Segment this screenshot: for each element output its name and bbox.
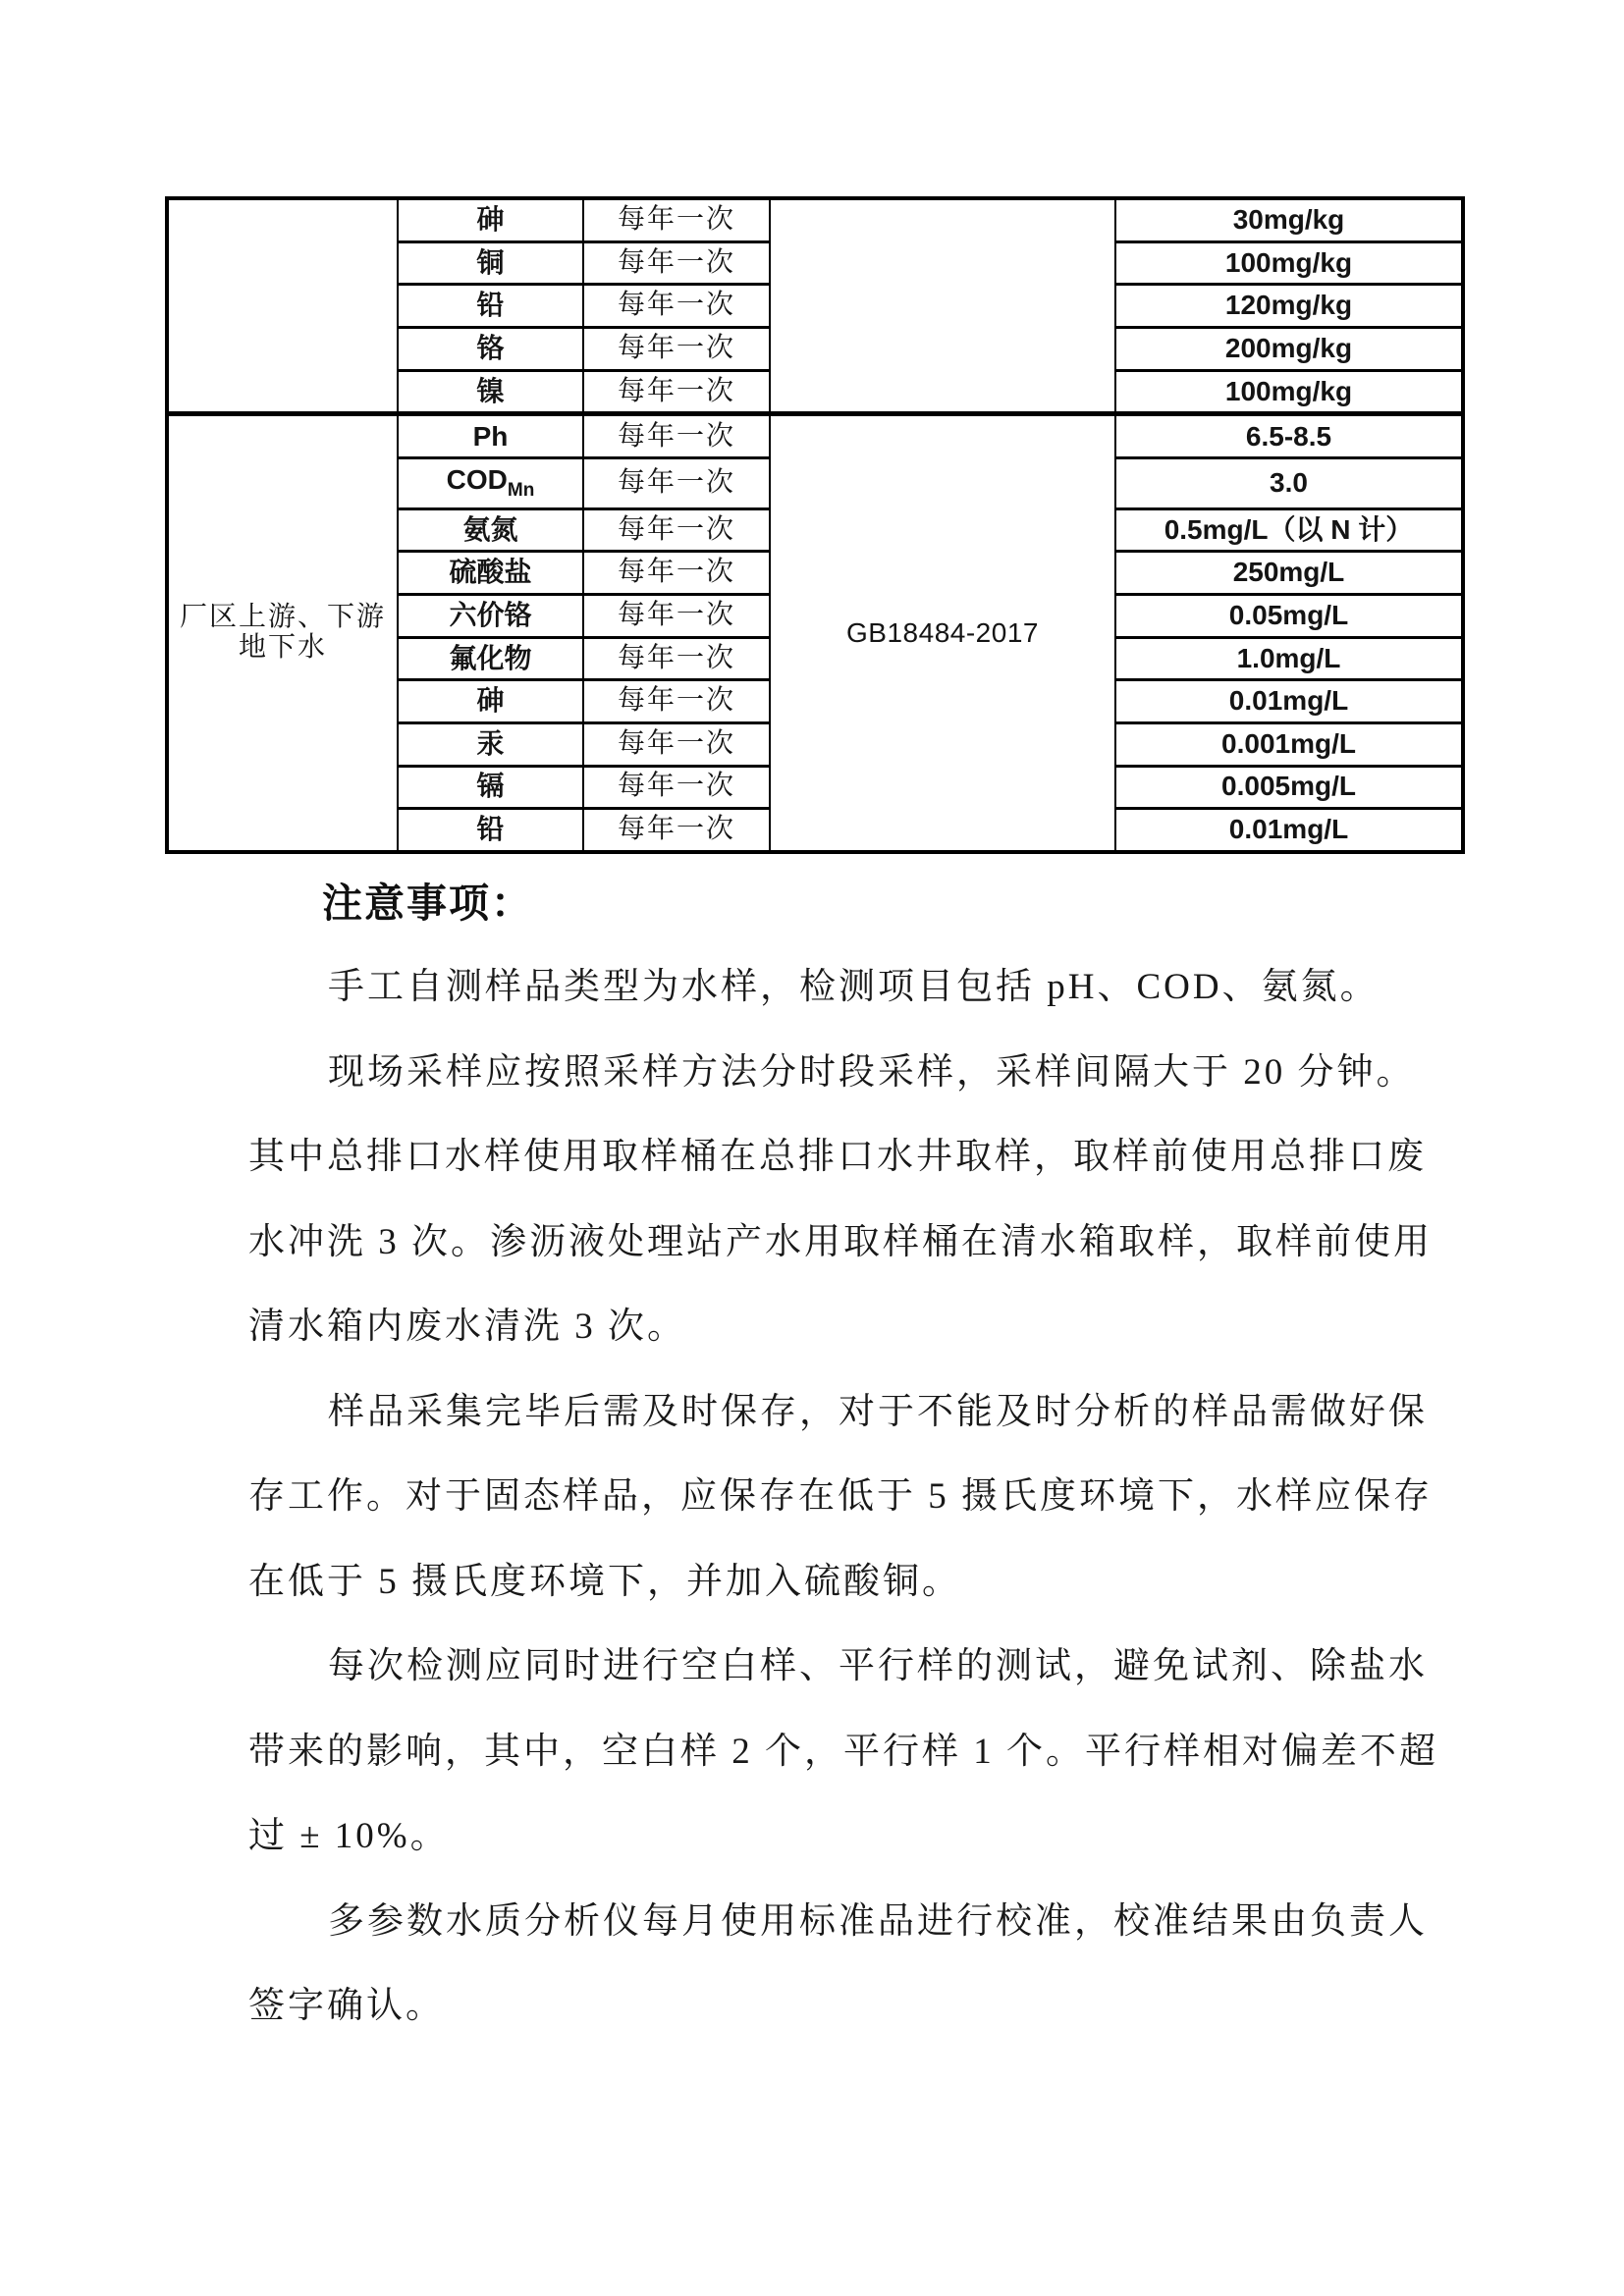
cell-item: 镉 — [398, 766, 583, 809]
note-line: 过 ± 10%。 — [248, 1816, 450, 1856]
cell-limit: 0.01mg/L — [1115, 809, 1463, 852]
cell-frequency: 每年一次 — [583, 241, 770, 285]
note-line: 存工作。对于固态样品，应保存在低于 5 摄氏度环境下，水样应保存 — [248, 1476, 1433, 1517]
cell-standard-empty — [770, 198, 1115, 414]
note-line: 手工自测样品类型为水样，检测项目包括 pH、COD、氨氮。 — [328, 967, 1380, 1007]
note-line: 每次检测应同时进行空白样、平行样的测试，避免试剂、除盐水 — [328, 1646, 1428, 1686]
cell-item: 铬 — [398, 327, 583, 370]
cell-frequency: 每年一次 — [583, 680, 770, 723]
cell-location-empty — [167, 198, 398, 414]
cell-standard: GB18484-2017 — [770, 414, 1115, 852]
cell-item: 镍 — [398, 370, 583, 414]
table-row — [167, 198, 1463, 241]
cell-frequency: 每年一次 — [583, 458, 770, 508]
note-line: 签字确认。 — [248, 1986, 445, 2026]
location-line-1: 厂区上游、下游 — [179, 602, 386, 633]
note-line: 多参数水质分析仪每月使用标准品进行校准，校准结果由负责人 — [328, 1900, 1428, 1942]
cell-limit: 250mg/L — [1115, 552, 1463, 595]
cell-frequency: 每年一次 — [583, 809, 770, 852]
note-line: 水冲洗 3 次。渗沥液处理站产水用取样桶在清水箱取样，取样前使用 — [248, 1221, 1433, 1262]
cell-item: 六价铬 — [398, 595, 583, 638]
cell-limit: 0.5mg/L（以 N 计） — [1115, 508, 1463, 552]
cell-frequency: 每年一次 — [583, 766, 770, 809]
note-line: 清水箱内废水清洗 3 次。 — [248, 1307, 686, 1347]
cell-location-groundwater — [167, 414, 398, 852]
cell-frequency: 每年一次 — [583, 552, 770, 595]
cell-item: 氨氮 — [398, 508, 583, 552]
cell-item: 铅 — [398, 285, 583, 328]
cell-frequency: 每年一次 — [583, 722, 770, 766]
cell-item: 砷 — [398, 198, 583, 241]
cell-item: 汞 — [398, 722, 583, 766]
cell-frequency: 每年一次 — [583, 327, 770, 370]
cell-frequency: 每年一次 — [583, 637, 770, 680]
cell-frequency: 每年一次 — [583, 595, 770, 638]
note-line: 在低于 5 摄氏度环境下，并加入硫酸铜。 — [248, 1561, 961, 1602]
cell-limit: 0.005mg/L — [1115, 766, 1463, 809]
cell-item: 铜 — [398, 241, 583, 285]
note-line: 样品采集完毕后需及时保存，对于不能及时分析的样品需做好保 — [328, 1391, 1428, 1432]
cell-limit: 100mg/kg — [1115, 241, 1463, 285]
cell-limit: 0.05mg/L — [1115, 595, 1463, 638]
cell-limit: 200mg/kg — [1115, 327, 1463, 370]
cell-frequency: 每年一次 — [583, 414, 770, 458]
note-line: 带来的影响，其中，空白样 2 个，平行样 1 个。平行样相对偏差不超 — [248, 1731, 1438, 1772]
notes-section — [248, 861, 1486, 2050]
cell-limit: 6.5-8.5 — [1115, 414, 1463, 458]
cell-limit: 0.001mg/L — [1115, 722, 1463, 766]
cell-frequency: 每年一次 — [583, 198, 770, 241]
cod-label: COD — [446, 464, 508, 496]
notes-heading: 注意事项： — [322, 881, 533, 926]
monitoring-table — [165, 196, 1465, 854]
cell-item: 铅 — [398, 809, 583, 852]
note-line: 其中总排口水样使用取样桶在总排口水井取样，取样前使用总排口废 — [248, 1137, 1427, 1177]
cell-limit: 3.0 — [1115, 458, 1463, 508]
table-row — [167, 414, 1463, 458]
note-line: 现场采样应按照采样方法分时段采样，采样间隔大于 20 分钟。 — [328, 1051, 1416, 1093]
cell-limit: 1.0mg/L — [1115, 637, 1463, 680]
cell-frequency: 每年一次 — [583, 508, 770, 552]
cell-limit: 30mg/kg — [1115, 198, 1463, 241]
cell-frequency: 每年一次 — [583, 370, 770, 414]
cell-item: 硫酸盐 — [398, 552, 583, 595]
cell-frequency: 每年一次 — [583, 285, 770, 328]
cell-item-cod-mn — [398, 458, 583, 508]
cell-item: Ph — [398, 414, 583, 458]
cod-subscript: Mn — [507, 480, 535, 502]
cell-limit: 100mg/kg — [1115, 370, 1463, 414]
cell-item: 氟化物 — [398, 637, 583, 680]
cell-limit: 120mg/kg — [1115, 285, 1463, 328]
cell-item: 砷 — [398, 680, 583, 723]
location-line-2: 地下水 — [238, 632, 327, 664]
cell-limit: 0.01mg/L — [1115, 680, 1463, 723]
